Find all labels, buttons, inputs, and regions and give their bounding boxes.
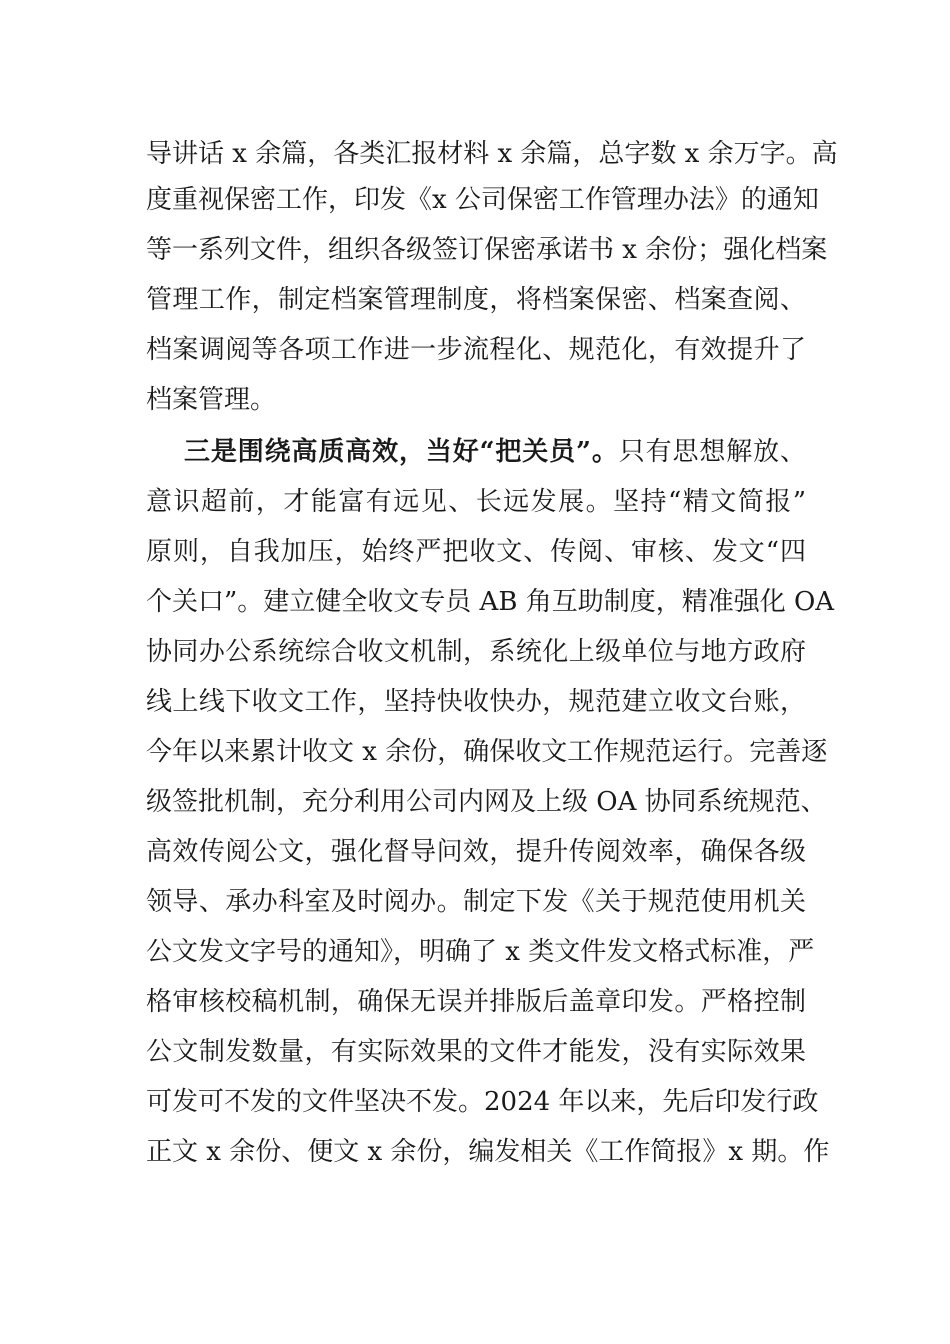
paragraph-2-line-10: 领导、承办科室及时阅办。制定下发《关于规范使用机关 [146, 887, 806, 917]
paragraph-2-line-7: 今年以来累计收文 x 余份，确保收文工作规范运行。完善逐 [146, 737, 828, 767]
paragraph-2-line-12: 格审核校稿机制，确保无误并排版后盖章印发。严格控制 [146, 987, 806, 1017]
paragraph-2-line-6: 线上线下收文工作，坚持快收快办，规范建立收文台账， [146, 687, 806, 717]
paragraph-2-heading: 三是围绕高质高效，当好“把关员”。 [184, 437, 619, 467]
paragraph-1-line-2: 度重视保密工作，印发《x 公司保密工作管理办法》的通知 [146, 185, 819, 215]
paragraph-2-line-1 [184, 432, 806, 472]
paragraph-2-line-13: 公文制发数量，有实际效果的文件才能发，没有实际效果 [146, 1037, 806, 1067]
paragraph-2-line-4: 个关口”。建立健全收文专员 AB 角互助制度，精准强化 OA [146, 587, 835, 617]
paragraph-2-line-9: 高效传阅公文，强化督导问效，提升传阅效率，确保各级 [146, 837, 806, 867]
paragraph-1-line-5: 档案调阅等各项工作进一步流程化、规范化，有效提升了 [146, 335, 806, 365]
paragraph-1-line-4: 管理工作，制定档案管理制度，将档案保密、档案查阅、 [146, 285, 806, 315]
paragraph-2-line-14: 可发可不发的文件坚决不发。2024 年以来，先后印发行政 [146, 1087, 819, 1117]
paragraph-2-line-2: 意识超前，才能富有远见、长远发展。坚持“精文简报” [146, 487, 806, 517]
paragraph-1-line-1: 导讲话 x 余篇，各类汇报材料 x 余篇，总字数 x 余万字。高 [146, 139, 838, 169]
paragraph-2-line-5: 协同办公系统综合收文机制，系统化上级单位与地方政府 [146, 637, 806, 667]
paragraph-2-line-15: 正文 x 余份、便文 x 余份，编发相关《工作简报》x 期。作 [146, 1137, 830, 1167]
paragraph-1-line-6: 档案管理。 [146, 385, 277, 415]
paragraph-2-first-line-text: 只有思想解放、 [618, 437, 806, 467]
paragraph-2-line-8: 级签批机制，充分利用公司内网及上级 OA 协同系统规范、 [146, 787, 827, 817]
paragraph-2-line-11: 公文发文字号的通知》，明确了 x 类文件发文格式标准，严 [146, 937, 815, 967]
paragraph-1-line-3: 等一系列文件，组织各级签订保密承诺书 x 余份；强化档案 [146, 235, 828, 265]
paragraph-2-line-3: 原则，自我加压，始终严把收文、传阅、审核、发文“四 [146, 537, 806, 567]
